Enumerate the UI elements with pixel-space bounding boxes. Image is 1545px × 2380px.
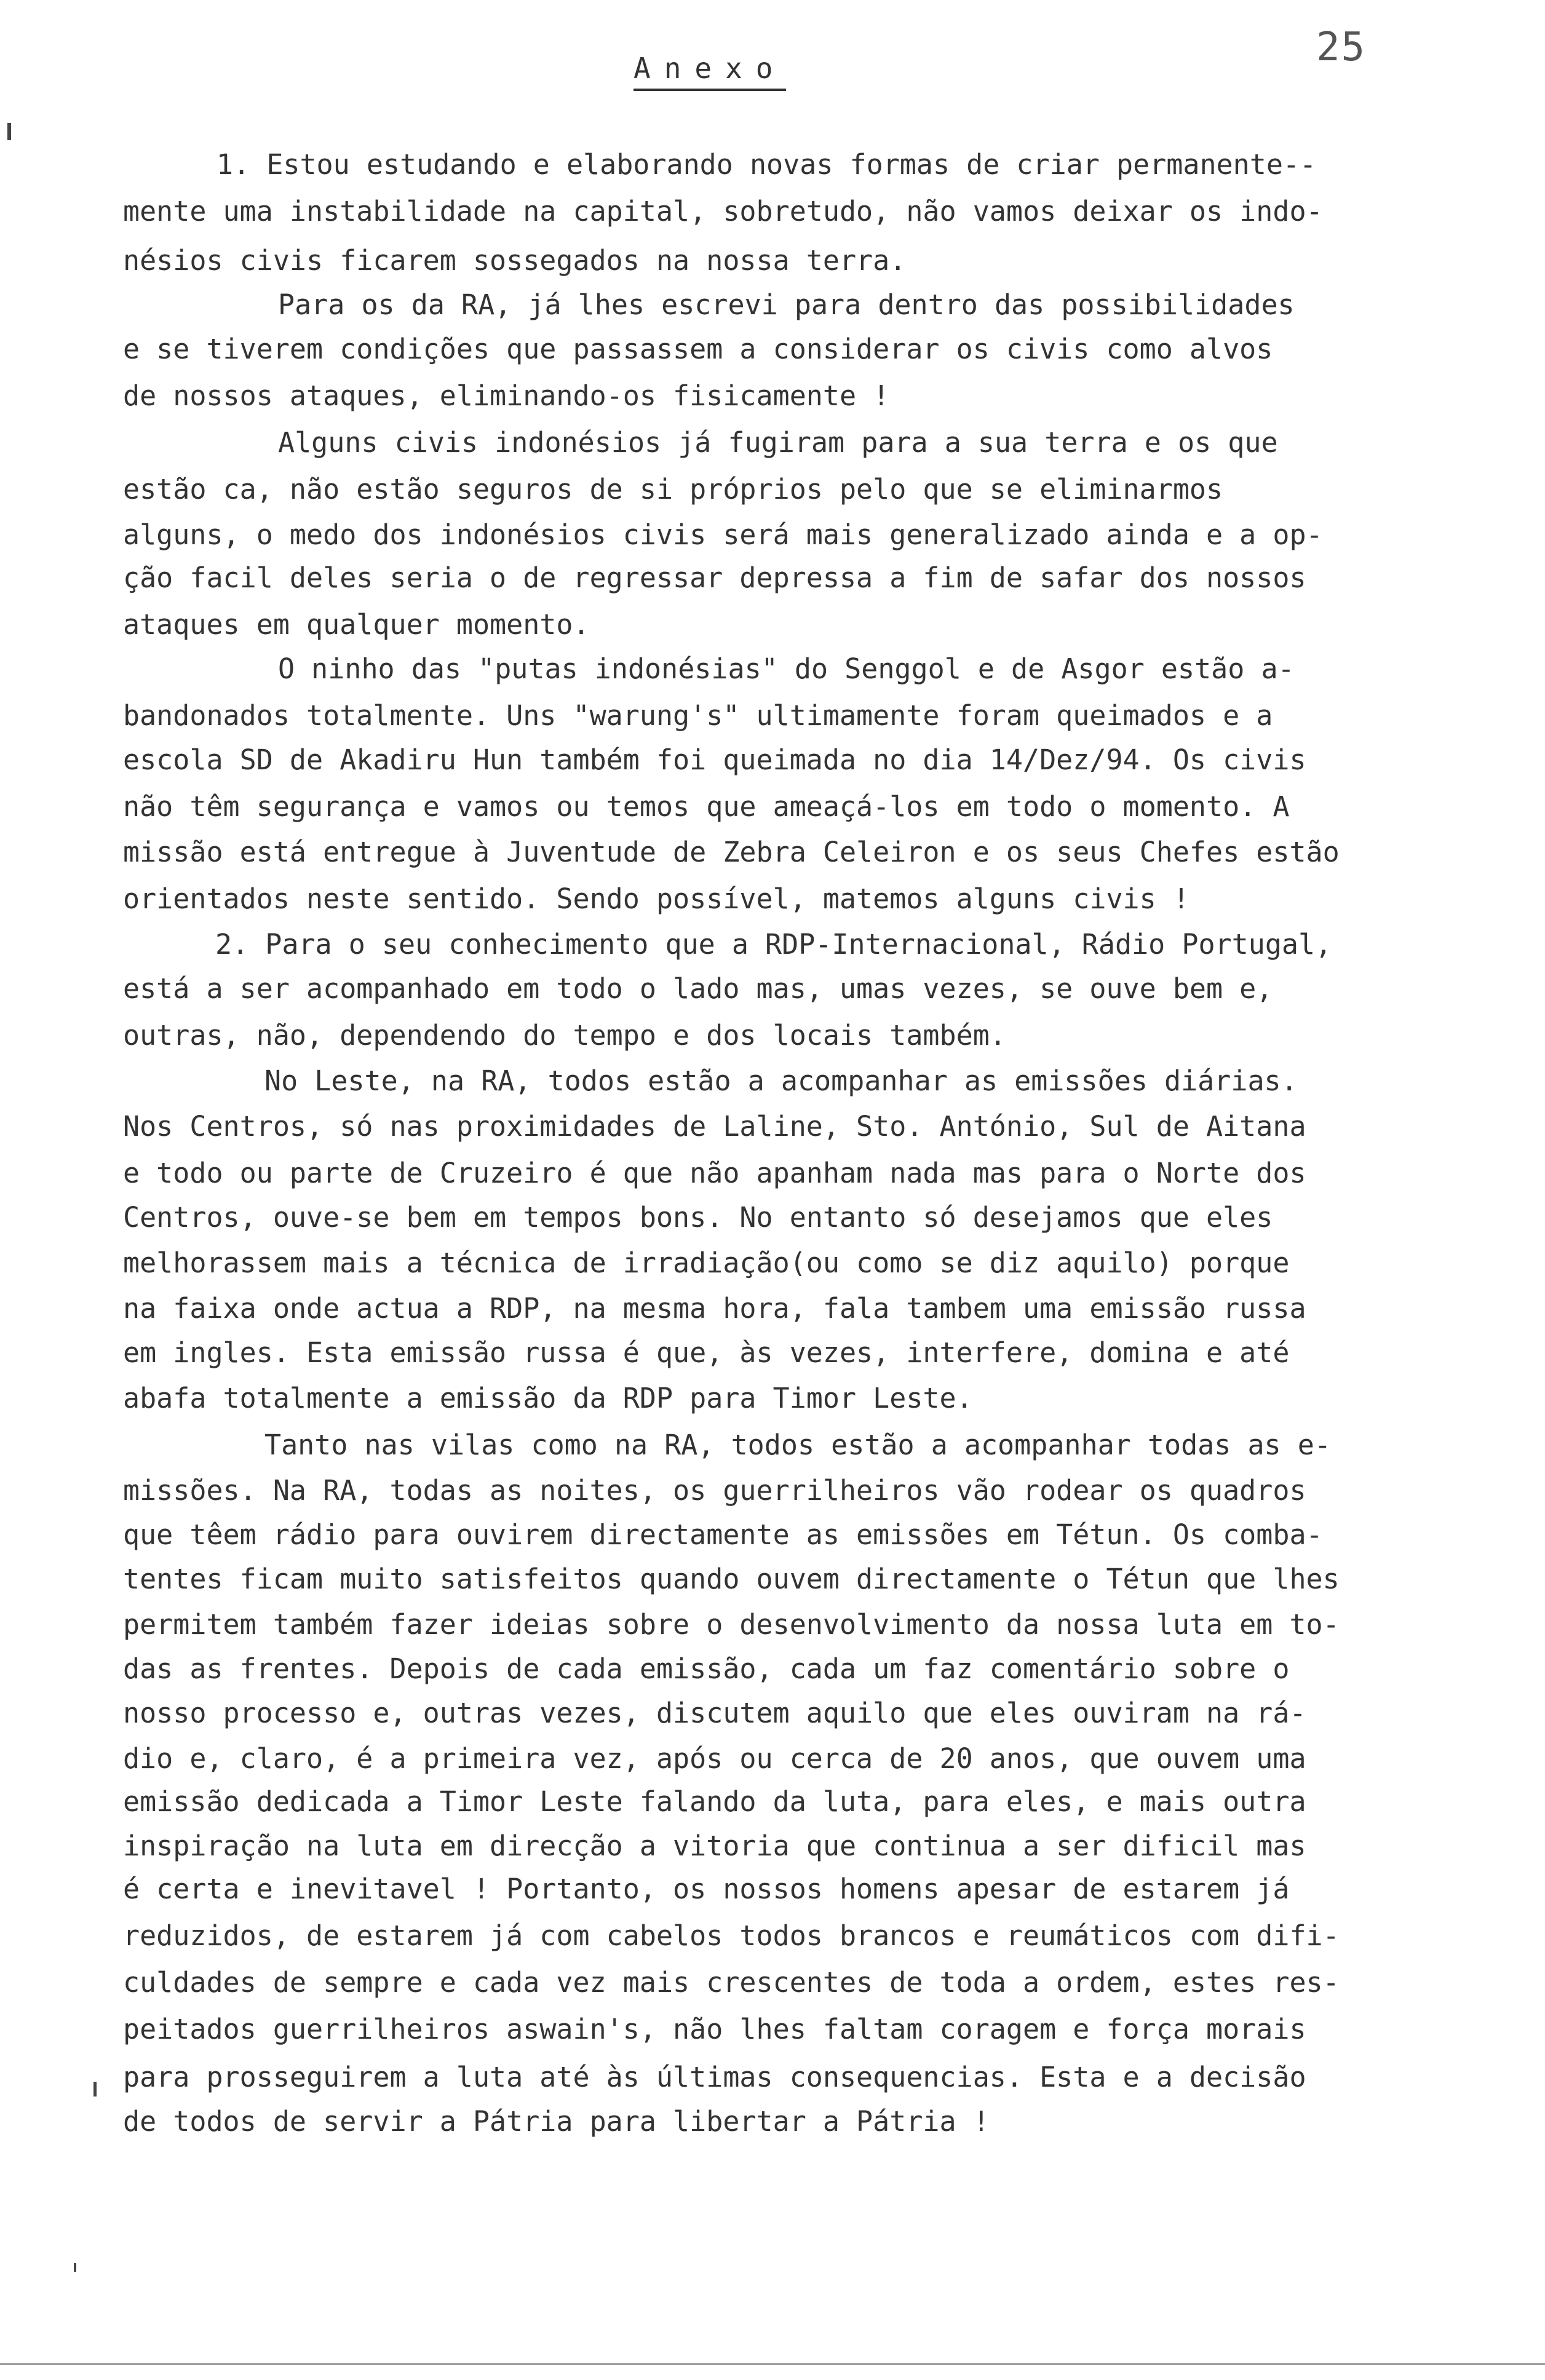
text-line: orientados neste sentido. Sendo possível, matemos alguns civis ! bbox=[123, 883, 1190, 915]
text-line: e se tiverem condições que passassem a considerar os civis como alvos bbox=[123, 333, 1273, 365]
text-line: ataques em qualquer momento. bbox=[123, 608, 590, 641]
scan-edge-line bbox=[0, 2363, 1545, 2365]
document-title: Anexo bbox=[633, 52, 786, 91]
text-line: permitem também fazer ideias sobre o desenvolvimento da nossa luta em to- bbox=[123, 1608, 1340, 1641]
text-line: missão está entregue à Juventude de Zebra Celeiron e os seus Chefes estão bbox=[123, 836, 1340, 868]
text-line: culdades de sempre e cada vez mais crescentes de toda a ordem, estes res- bbox=[123, 1966, 1340, 1999]
text-line: em ingles. Esta emissão russa é que, às vezes, interfere, domina e até bbox=[123, 1336, 1290, 1369]
text-line: está a ser acompanhado em todo o lado mas, umas vezes, se ouve bem e, bbox=[123, 972, 1273, 1005]
text-line: tentes ficam muito satisfeitos quando ouvem directamente o Tétun que lhes bbox=[123, 1563, 1340, 1595]
page-number: 25 bbox=[1316, 25, 1367, 70]
text-line: Nos Centros, só nas proximidades de Laline, Sto. António, Sul de Aitana bbox=[123, 1110, 1306, 1143]
text-line: Tanto nas vilas como na RA, todos estão a acompanhar todas as e- bbox=[264, 1429, 1331, 1461]
text-line: alguns, o medo dos indonésios civis será mais generalizado ainda e a op- bbox=[123, 518, 1323, 551]
text-line: 2. Para o seu conhecimento que a RDP-Internacional, Rádio Portugal, bbox=[215, 928, 1332, 961]
text-line: escola SD de Akadiru Hun também foi queimada no dia 14/Dez/94. Os civis bbox=[123, 744, 1306, 776]
text-line: nosso processo e, outras vezes, discutem aquilo que eles ouviram na rá- bbox=[123, 1697, 1306, 1729]
margin-mark bbox=[74, 2263, 76, 2272]
text-line: reduzidos, de estarem já com cabelos todos brancos e reumáticos com difi- bbox=[123, 1919, 1340, 1952]
text-line: das as frentes. Depois de cada emissão, cada um faz comentário sobre o bbox=[123, 1652, 1290, 1685]
text-line: bandonados totalmente. Uns "warung's" ultimamente foram queimados e a bbox=[123, 699, 1273, 732]
text-line: e todo ou parte de Cruzeiro é que não apanham nada mas para o Norte dos bbox=[123, 1157, 1306, 1189]
text-line: Para os da RA, já lhes escrevi para dentro das possibilidades bbox=[278, 288, 1295, 321]
text-line: de todos de servir a Pátria para libertar a Pátria ! bbox=[123, 2105, 990, 2138]
text-line: não têm segurança e vamos ou temos que ameaçá-los em todo o momento. A bbox=[123, 790, 1290, 823]
margin-mark bbox=[93, 2082, 97, 2096]
text-line: inspiração na luta em direcção a vitoria que continua a ser dificil mas bbox=[123, 1830, 1306, 1862]
text-line: na faixa onde actua a RDP, na mesma hora, fala tambem uma emissão russa bbox=[123, 1292, 1306, 1325]
text-line: melhorassem mais a técnica de irradiação(ou como se diz aquilo) porque bbox=[123, 1247, 1290, 1279]
text-line: dio e, claro, é a primeira vez, após ou cerca de 20 anos, que ouvem uma bbox=[123, 1742, 1306, 1775]
text-line: O ninho das "putas indonésias" do Senggol e de Asgor estão a- bbox=[278, 653, 1295, 685]
text-line: para prosseguirem a luta até às últimas consequencias. Esta e a decisão bbox=[123, 2061, 1306, 2093]
text-line: No Leste, na RA, todos estão a acompanhar as emissões diárias. bbox=[264, 1065, 1298, 1097]
text-line: estão ca, não estão seguros de si próprios pelo que se eliminarmos bbox=[123, 473, 1223, 506]
text-line: abafa totalmente a emissão da RDP para Timor Leste. bbox=[123, 1382, 973, 1414]
text-line: peitados guerrilheiros aswain's, não lhes faltam coragem e força morais bbox=[123, 2013, 1306, 2045]
text-line: Alguns civis indonésios já fugiram para a sua terra e os que bbox=[278, 426, 1278, 459]
text-line: de nossos ataques, eliminando-os fisicamente ! bbox=[123, 379, 890, 412]
text-line: nésios civis ficarem sossegados na nossa terra. bbox=[123, 244, 907, 277]
text-line: mente uma instabilidade na capital, sobretudo, não vamos deixar os indo- bbox=[123, 195, 1323, 228]
text-line: ção facil deles seria o de regressar depressa a fim de safar dos nossos bbox=[123, 561, 1306, 594]
text-line: Centros, ouve-se bem em tempos bons. No entanto só desejamos que eles bbox=[123, 1201, 1273, 1234]
margin-mark bbox=[7, 123, 11, 140]
text-line: missões. Na RA, todas as noites, os guerrilheiros vão rodear os quadros bbox=[123, 1474, 1306, 1507]
text-line: que têem rádio para ouvirem directamente as emissões em Tétun. Os comba- bbox=[123, 1518, 1323, 1551]
text-line: emissão dedicada a Timor Leste falando da luta, para eles, e mais outra bbox=[123, 1785, 1306, 1818]
text-line: outras, não, dependendo do tempo e dos locais também. bbox=[123, 1019, 1006, 1052]
text-line: é certa e inevitavel ! Portanto, os nossos homens apesar de estarem já bbox=[123, 1873, 1290, 1905]
text-line: 1. Estou estudando e elaborando novas formas de criar permanente-- bbox=[216, 148, 1317, 181]
